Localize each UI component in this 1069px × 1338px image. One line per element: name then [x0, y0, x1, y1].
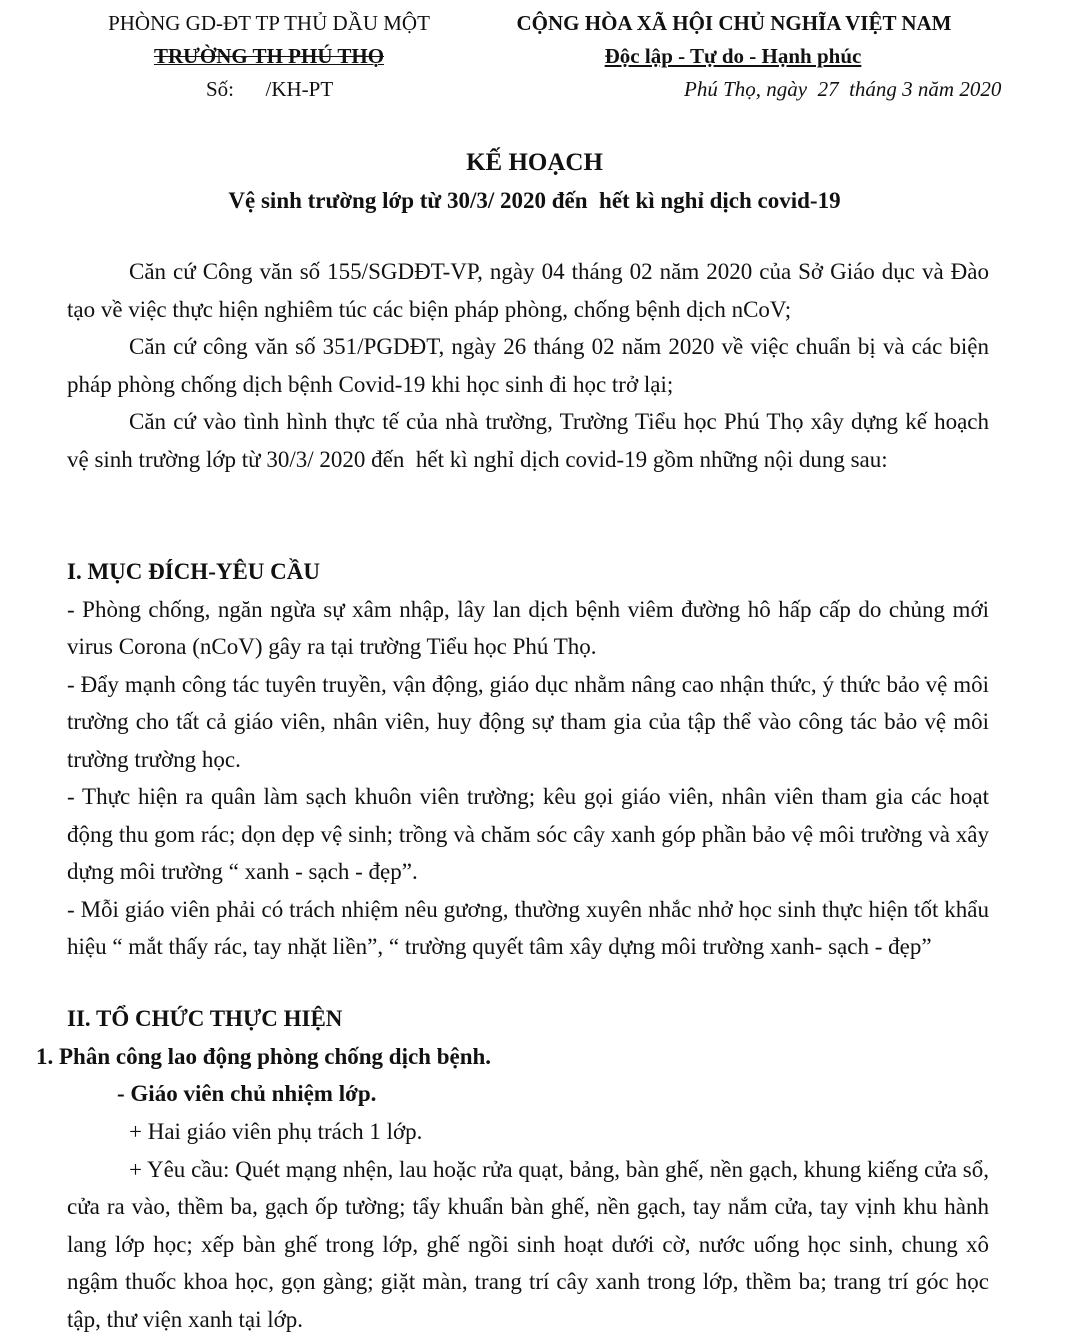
intro-paragraph-1: Căn cứ Công văn số 155/SGDĐT-VP, ngày 04 tháng 02 năm 2020 của Sở Giáo dục và Đào tạo về việc thực hiện nghiêm túc các biện pháp phòng, chống bệnh dịch nCoV; [67, 253, 989, 328]
section-1-bullet-2: - Đẩy mạnh công tác tuyên truyền, vận động, giáo dục nhằm nâng cao nhận thức, ý thức bảo vệ môi trường cho tất cả giáo viên, nhân viên, huy động sự tham gia của tập thể vào công tác bảo vệ môi trường trường học. [67, 666, 989, 779]
org-line-2 [104, 43, 434, 69]
section-1-bullet-3: - Thực hiện ra quân làm sạch khuôn viên trường; kêu gọi giáo viên, nhân viên tham gia các hoạt động thu gom rác; dọn dẹp vệ sinh; trồng và chăm sóc cây xanh góp phần bảo vệ môi trường và xây dựng môi trường “ xanh - sạch - đẹp”. [67, 778, 989, 891]
doc-subtitle: Vệ sinh trường lớp từ 30/3/ 2020 đến hết kì nghỉ dịch covid-19 [0, 188, 1069, 214]
section-1 [67, 553, 989, 966]
section-2-item-2: + Yêu cầu: Quét mạng nhện, lau hoặc rửa quạt, bảng, bàn ghế, nền gạch, khung kiếng cửa sổ, cửa ra vào, thềm ba, gạch ốp tường; tẩy khuẩn bàn ghế, nền gạch, tay nắm cửa, tay vịnh khu hành lang lớp học; xếp bàn ghế trong lớp, ghế ngồi sinh hoạt dưới cờ, nước uống học sinh, chung xô ngậm thuốc khoa học, gọn gàng; giặt màn, trang trí cây xanh trong lớp, thềm ba; trang trí góc học tập, thư viện xanh tại lớp. [67, 1151, 989, 1338]
section-2-item-1: + Hai giáo viên phụ trách 1 lớp. [67, 1113, 989, 1151]
intro-paragraph-2: Căn cứ công văn số 351/PGDĐT, ngày 26 tháng 02 năm 2020 về việc chuẩn bị và các biện pháp phòng chống dịch bệnh Covid-19 khi học sinh đi học trở lại; [67, 328, 989, 403]
school-name: TRƯỜNG TH PHÚ THỌ [154, 44, 384, 68]
section-2-sub-1a [117, 1075, 989, 1113]
org-line-1: PHÒNG GD-ĐT TP THỦ DẦU MỘT [104, 10, 434, 36]
section-2-sub-1 [36, 1038, 989, 1076]
nation-title: CỘNG HÒA XÃ HỘI CHỦ NGHĨA VIỆT NAM [510, 10, 958, 36]
place-date: Phú Thọ, ngày 27 tháng 3 năm 2020 [684, 76, 1001, 102]
section-2-items [67, 1113, 989, 1338]
doc-number: Số: /KH-PT [206, 76, 333, 102]
section-1-bullet-4: - Mỗi giáo viên phải có trách nhiệm nêu gương, thường xuyên nhắc nhở học sinh thực hiện tốt khẩu hiệu “ mắt thấy rác, tay nhặt liền”, “ trường quyết tâm xây dựng môi trường xanh- sạch - đẹp” [67, 891, 989, 966]
doc-title: KẾ HOẠCH [0, 149, 1069, 177]
section-2-sub-1-heading: 1. Phân công lao động phòng chống dịch bệnh. [36, 1038, 989, 1076]
motto-text: Độc lập - Tự do - Hạnh phúc [605, 44, 862, 68]
section-2-heading: II. TỔ CHỨC THỰC HIỆN [67, 1000, 989, 1038]
intro-paragraph-3: Căn cứ vào tình hình thực tế của nhà trường, Trường Tiểu học Phú Thọ xây dựng kế hoạch vệ sinh trường lớp từ 30/3/ 2020 đến hết kì nghỉ dịch covid-19 gồm những nội dung sau: [67, 403, 989, 478]
motto [604, 43, 862, 69]
section-1-heading: I. MỤC ĐÍCH-YÊU CẦU [67, 553, 989, 591]
intro-block [67, 253, 989, 478]
section-2-sub-1a-heading: - Giáo viên chủ nhiệm lớp. [117, 1075, 989, 1113]
section-2 [67, 1000, 989, 1038]
section-1-bullet-1: - Phòng chống, ngăn ngừa sự xâm nhập, lây lan dịch bệnh viêm đường hô hấp cấp do chủng mới virus Corona (nCoV) gây ra tại trường Tiểu học Phú Thọ. [67, 591, 989, 666]
